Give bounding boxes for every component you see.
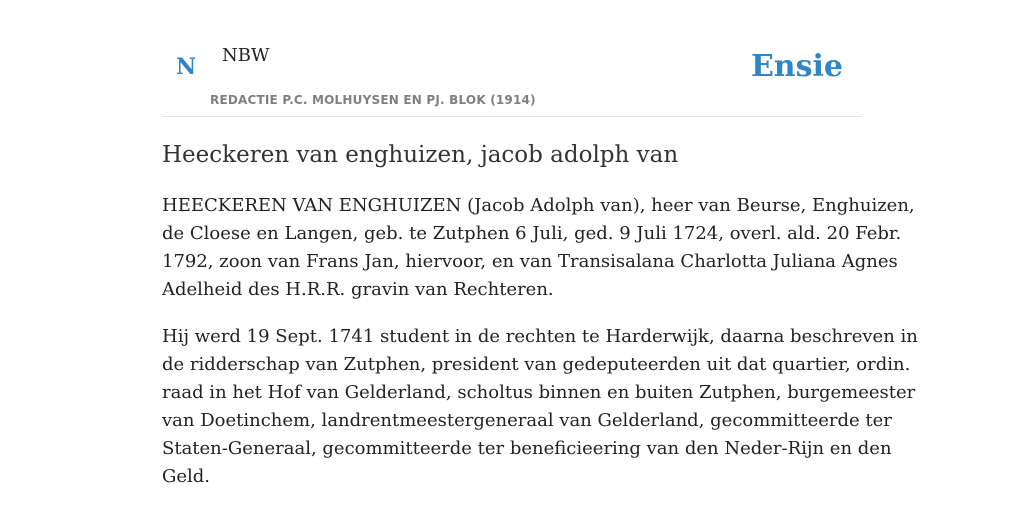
source-header [162, 0, 862, 117]
article-paragraph [162, 323, 918, 491]
paragraph-line: van Doetinchem, landrentmeestergeneraal van Gelderland, gecommitteerde ter [162, 410, 892, 431]
article-title: Heeckeren van enghuizen, jacob adolph van [162, 142, 679, 168]
paragraph-line: Adelheid des H.R.R. gravin van Rechteren. [162, 279, 554, 300]
brand-logo[interactable]: Ensie [750, 49, 843, 84]
paragraph-line: HEECKEREN VAN ENGHUIZEN (Jacob Adolph van), heer van Beurse, Enghuizen, [162, 195, 915, 216]
source-subtitle: REDACTIE P.C. MOLHUYSEN EN PJ. BLOK (1914) [210, 93, 536, 107]
paragraph-line: Staten-Generaal, gecommitteerde ter beneficieering van den Neder-Rijn en den [162, 438, 892, 459]
paragraph-line: de Cloese en Langen, geb. te Zutphen 6 Juli, ged. 9 Juli 1724, overl. ald. 20 Febr. [162, 223, 902, 244]
source-logo-icon[interactable]: N [176, 54, 197, 80]
paragraph-line: Hij werd 19 Sept. 1741 student in de rechten te Harderwijk, daarna beschreven in [162, 326, 918, 347]
paragraph-line: raad in het Hof van Gelderland, scholtus binnen en buiten Zutphen, burgemeester [162, 382, 916, 403]
article-paragraph [162, 192, 915, 304]
paragraph-line: de ridderschap van Zutphen, president van gedeputeerden uit dat quartier, ordin. [162, 354, 911, 375]
source-title[interactable]: NBW [222, 45, 270, 66]
paragraph-line: Geld. [162, 466, 211, 487]
paragraph-line: 1792, zoon van Frans Jan, hiervoor, en van Transisalana Charlotta Juliana Agnes [162, 251, 898, 272]
